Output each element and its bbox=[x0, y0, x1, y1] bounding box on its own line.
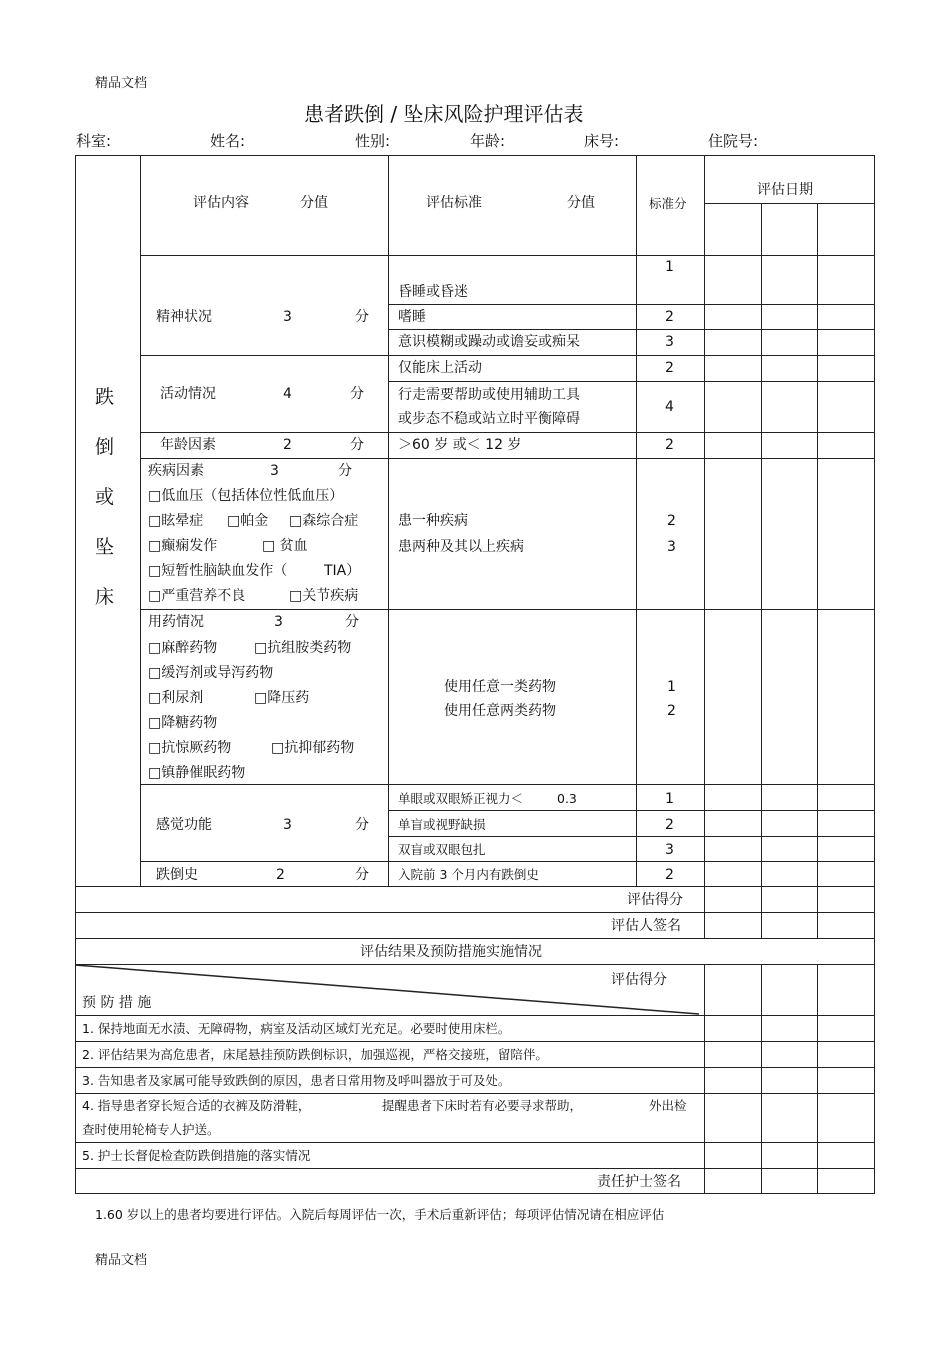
mental-row-2: 嗜睡 bbox=[398, 309, 426, 325]
head-eval-date: 评估日期 bbox=[757, 182, 813, 198]
sensory-row-2: 单盲或视野缺损 bbox=[398, 817, 486, 832]
medication-item-2: □抗组胺类药物 bbox=[254, 640, 352, 656]
medication-item-7: □抗惊厥药物 bbox=[148, 740, 232, 756]
disease-item-5: □癫痫发作 bbox=[148, 538, 218, 554]
mental-row-3: 意识模糊或躁动或谵妄或痴呆 bbox=[398, 334, 580, 350]
disease-unit: 分 bbox=[338, 463, 352, 479]
measure-3: 3. 告知患者及家属可能导致跌倒的原因，患者日常用物及呼叫器放于可及处。 bbox=[82, 1073, 511, 1088]
medication-item-1: □麻醉药物 bbox=[148, 640, 218, 656]
disease-criteria-2: 患两种及其以上疾病 bbox=[398, 539, 524, 555]
medication-unit: 分 bbox=[345, 614, 359, 630]
diag-score-label: 评估得分 bbox=[611, 972, 667, 988]
medication-item-6: □降糖药物 bbox=[148, 715, 218, 731]
medication-criteria-2: 使用任意两类药物 bbox=[444, 703, 556, 719]
disease-item-6: □ 贫血 bbox=[262, 538, 308, 554]
mental-row-3-score: 3 bbox=[665, 334, 674, 350]
eval-score-label: 评估得分 bbox=[627, 892, 683, 908]
age-factor-unit: 分 bbox=[350, 437, 364, 453]
mental-row-1: 昏睡或昏迷 bbox=[398, 284, 468, 300]
activity-label: 活动情况 bbox=[160, 386, 216, 402]
age-factor-criteria: ＞60 岁 或＜ 12 岁 bbox=[398, 437, 522, 453]
disease-criteria-1: 患一种疾病 bbox=[398, 513, 468, 529]
measure-4b: 提醒患者下床时若有必要寻求帮助， bbox=[382, 1098, 583, 1113]
activity-row-2-score: 4 bbox=[665, 399, 674, 415]
bed-label: 床号: bbox=[584, 132, 620, 150]
sensory-label: 感觉功能 bbox=[156, 817, 212, 833]
disease-item-4: □森综合症 bbox=[289, 513, 359, 529]
footnote: 1.60 岁以上的患者均要进行评估。入院后每周评估一次，手术后重新评估；每项评估情况请在相应评估 bbox=[95, 1207, 665, 1222]
activity-row-2a: 行走需要帮助或使用辅助工具 bbox=[398, 387, 580, 403]
mental-row-1-score: 1 bbox=[665, 259, 674, 275]
age-factor-std: 2 bbox=[665, 437, 674, 453]
sensory-row-1b: 0.3 bbox=[557, 791, 577, 806]
measure-4c: 外出检 bbox=[649, 1098, 687, 1113]
nurse-sign-label: 责任护士签名 bbox=[597, 1174, 681, 1190]
head-content: 评估内容 bbox=[193, 195, 249, 211]
medication-std-1: 1 bbox=[667, 679, 676, 695]
activity-row-1-score: 2 bbox=[665, 360, 674, 376]
fall-history-std: 2 bbox=[665, 867, 674, 883]
medication-item-3: □缓泻剂或导泻药物 bbox=[148, 665, 274, 681]
disease-item-2: □眩晕症 bbox=[148, 513, 204, 529]
medication-item-9: □镇静催眠药物 bbox=[148, 765, 246, 781]
disease-item-10: □关节疾病 bbox=[289, 588, 359, 604]
activity-row-2b: 或步态不稳或站立时平衡障碍 bbox=[398, 411, 580, 427]
watermark-top: 精品文档 bbox=[95, 76, 148, 91]
category-char-5: 床 bbox=[95, 586, 115, 608]
measure-5: 5. 护士长督促检查防跌倒措施的落实情况 bbox=[82, 1148, 311, 1163]
disease-label: 疾病因素 bbox=[148, 463, 204, 479]
disease-std-2: 3 bbox=[667, 539, 676, 555]
disease-item-3: □帕金 bbox=[227, 513, 269, 529]
age-factor-score: 2 bbox=[283, 437, 292, 453]
medication-item-4: □利尿剂 bbox=[148, 690, 204, 706]
disease-std-1: 2 bbox=[667, 513, 676, 529]
head-score: 分值 bbox=[300, 195, 328, 211]
sensory-row-1-score: 1 bbox=[665, 791, 674, 807]
measure-4a: 4. 指导患者穿长短合适的衣裤及防滑鞋， bbox=[82, 1098, 311, 1113]
sex-label: 性别: bbox=[355, 132, 391, 150]
mental-unit: 分 bbox=[355, 309, 369, 325]
sensory-row-3-score: 3 bbox=[665, 842, 674, 858]
name-label: 姓名: bbox=[210, 132, 246, 150]
sensory-row-3: 双盲或双眼包扎 bbox=[398, 842, 486, 857]
disease-item-7: □短暂性脑缺血发作（ bbox=[148, 563, 288, 579]
medication-criteria-1: 使用任意一类药物 bbox=[444, 679, 556, 695]
mental-label: 精神状况 bbox=[156, 309, 212, 325]
disease-item-1: □低血压（包括体位性低血压） bbox=[148, 488, 344, 504]
disease-item-9: □严重营养不良 bbox=[148, 588, 246, 604]
measures-label: 预 防 措 施 bbox=[82, 995, 152, 1011]
category-char-4: 坠 bbox=[95, 536, 115, 558]
mental-row-2-score: 2 bbox=[665, 309, 674, 325]
medication-item-8: □抗抑郁药物 bbox=[271, 740, 355, 756]
measure-1: 1. 保持地面无水渍、无障碍物，病室及活动区域灯光充足。必要时使用床栏。 bbox=[82, 1021, 511, 1036]
head-standard-score: 标准分 bbox=[649, 196, 687, 211]
fall-history-unit: 分 bbox=[355, 867, 369, 883]
category-char-1: 跌 bbox=[95, 386, 115, 408]
medication-score: 3 bbox=[274, 614, 283, 630]
sensory-row-1: 单眼或双眼矫正视力＜ bbox=[398, 791, 524, 806]
page-title: 患者跌倒 / 坠床风险护理评估表 bbox=[304, 102, 584, 126]
head-criteria-score: 分值 bbox=[567, 195, 595, 211]
category-char-2: 倒 bbox=[95, 436, 115, 458]
fall-history-criteria: 入院前 3 个月内有跌倒史 bbox=[398, 867, 539, 882]
disease-item-8: TIA） bbox=[324, 563, 361, 579]
fall-history-label: 跌倒史 bbox=[156, 867, 198, 883]
measure-2: 2. 评估结果为高危患者，床尾悬挂预防跌倒标识，加强巡视，严格交接班，留陪伴。 bbox=[82, 1047, 548, 1062]
fall-history-score: 2 bbox=[276, 867, 285, 883]
dept-label: 科室: bbox=[76, 132, 112, 150]
sensory-unit: 分 bbox=[355, 817, 369, 833]
admission-no-label: 住院号: bbox=[708, 132, 759, 150]
medication-std-2: 2 bbox=[667, 703, 676, 719]
medication-label: 用药情况 bbox=[148, 614, 204, 630]
age-factor-label: 年龄因素 bbox=[160, 437, 216, 453]
result-title: 评估结果及预防措施实施情况 bbox=[360, 944, 542, 960]
activity-row-1: 仅能床上活动 bbox=[398, 360, 482, 376]
mental-score: 3 bbox=[283, 309, 292, 325]
measure-4d: 查时使用轮椅专人护送。 bbox=[82, 1122, 220, 1137]
age-label: 年龄: bbox=[470, 132, 506, 150]
activity-unit: 分 bbox=[350, 386, 364, 402]
activity-score: 4 bbox=[283, 386, 292, 402]
watermark-bottom: 精品文档 bbox=[95, 1253, 148, 1268]
category-char-3: 或 bbox=[95, 486, 115, 508]
disease-score: 3 bbox=[270, 463, 279, 479]
head-criteria: 评估标准 bbox=[426, 195, 482, 211]
medication-item-5: □降压药 bbox=[254, 690, 310, 706]
evaluator-sign-label: 评估人签名 bbox=[611, 918, 681, 934]
sensory-row-2-score: 2 bbox=[665, 817, 674, 833]
sensory-score: 3 bbox=[283, 817, 292, 833]
